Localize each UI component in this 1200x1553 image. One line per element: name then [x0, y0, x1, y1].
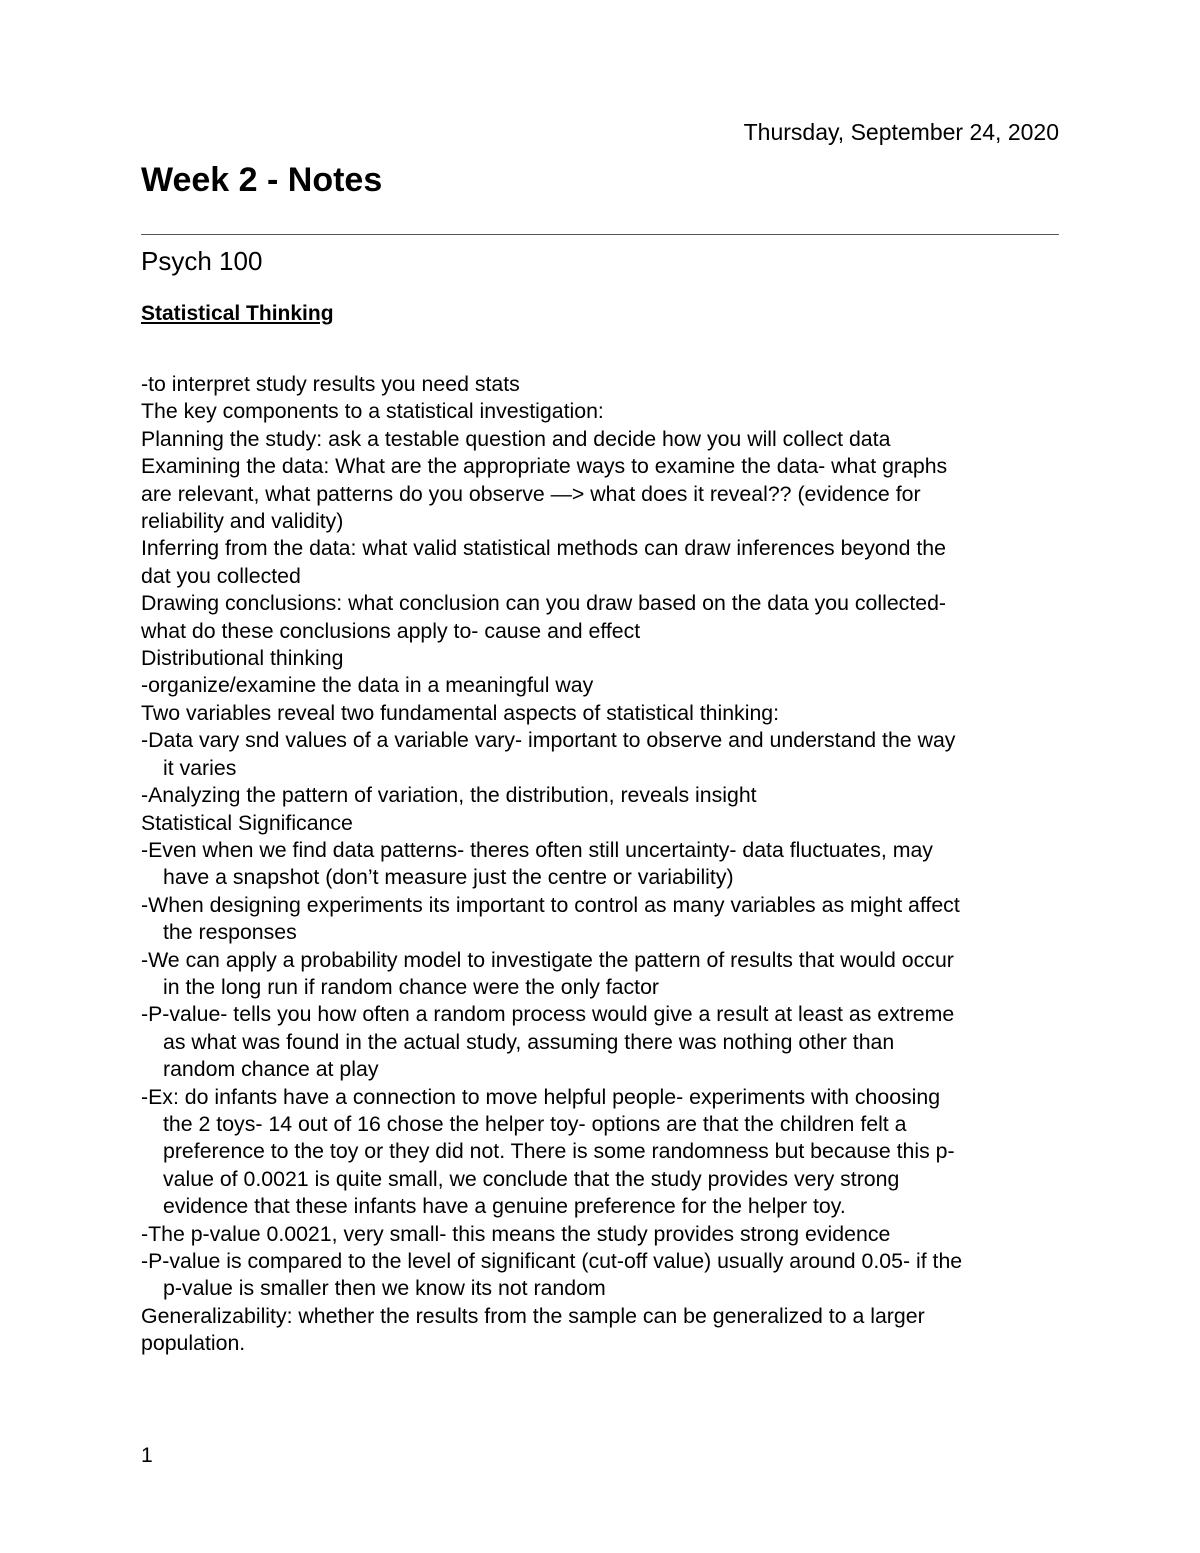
note-line: population. [141, 1331, 246, 1356]
note-line: -The p-value 0.0021, very small- this means the study provides strong evidence [141, 1221, 891, 1246]
note-line: Examining the data: What are the appropriate ways to examine the data- what graphs [141, 454, 948, 479]
note-line: preference to the toy or they did not. There is some randomness but because this p- [163, 1139, 955, 1164]
page-title: Week 2 - Notes [141, 161, 383, 199]
note-line: -Analyzing the pattern of variation, the distribution, reveals insight [141, 783, 757, 808]
note-line: Planning the study: ask a testable question and decide how you will collect data [141, 426, 891, 451]
note-line: Statistical Significance [141, 810, 353, 835]
note-line: are relevant, what patterns do you observe —> what does it reveal?? (evidence for [141, 481, 921, 506]
note-line: Drawing conclusions: what conclusion can you draw based on the data you collected- [141, 591, 947, 616]
note-line: evidence that these infants have a genuine preference for the helper toy. [163, 1194, 846, 1219]
note-line: dat you collected [141, 563, 301, 588]
note-line: -P-value- tells you how often a random process would give a result at least as extreme [141, 1002, 955, 1027]
note-line: -to interpret study results you need stats [141, 372, 520, 396]
note-line: in the long run if random chance were the only factor [163, 974, 660, 999]
note-line: p-value is smaller then we know its not random [163, 1276, 606, 1301]
note-line: Generalizability: whether the results from the sample can be generalized to a larger [141, 1303, 925, 1328]
note-line: -We can apply a probability model to investigate the pattern of results that would occur [141, 947, 954, 972]
note-line: -organize/examine the data in a meaningful way [141, 673, 594, 698]
page-number: 1 [141, 1444, 153, 1467]
note-line: -When designing experiments its important to control as many variables as might affect [141, 892, 960, 917]
note-line: what do these conclusions apply to- cause and effect [141, 618, 641, 643]
note-line: Inferring from the data: what valid statistical methods can draw inferences beyond the [141, 536, 946, 561]
note-line: Two variables reveal two fundamental aspects of statistical thinking: [141, 700, 780, 725]
note-line: have a snapshot (don’t measure just the centre or variability) [163, 865, 734, 890]
note-line: The key components to a statistical investigation: [141, 399, 604, 424]
note-line: -Ex: do infants have a connection to move helpful people- experiments with choosing [141, 1084, 941, 1109]
notes-body [141, 371, 1066, 1358]
note-line: random chance at play [163, 1057, 379, 1082]
title-divider [141, 234, 1059, 235]
note-line: reliability and validity) [141, 509, 344, 534]
note-line: it varies [163, 755, 237, 780]
note-line: Distributional thinking [141, 646, 344, 671]
note-line: value of 0.0021 is quite small, we conclude that the study provides very strong [163, 1166, 900, 1191]
note-line: -P-value is compared to the level of significant (cut-off value) usually around 0.05- if the [141, 1249, 963, 1273]
note-line: as what was found in the actual study, assuming there was nothing other than [163, 1029, 895, 1054]
course-name: Psych 100 [141, 246, 263, 276]
document-date: Thursday, September 24, 2020 [743, 119, 1059, 145]
note-line: the 2 toys- 14 out of 16 chose the helper toy- options are that the children felt a [163, 1111, 907, 1136]
note-line: -Even when we find data patterns- theres often still uncertainty- data fluctuates, may [141, 837, 933, 862]
note-line: the responses [163, 920, 297, 945]
note-line: -Data vary snd values of a variable vary- important to observe and understand the way [141, 728, 956, 753]
section-heading: Statistical Thinking [141, 302, 334, 325]
